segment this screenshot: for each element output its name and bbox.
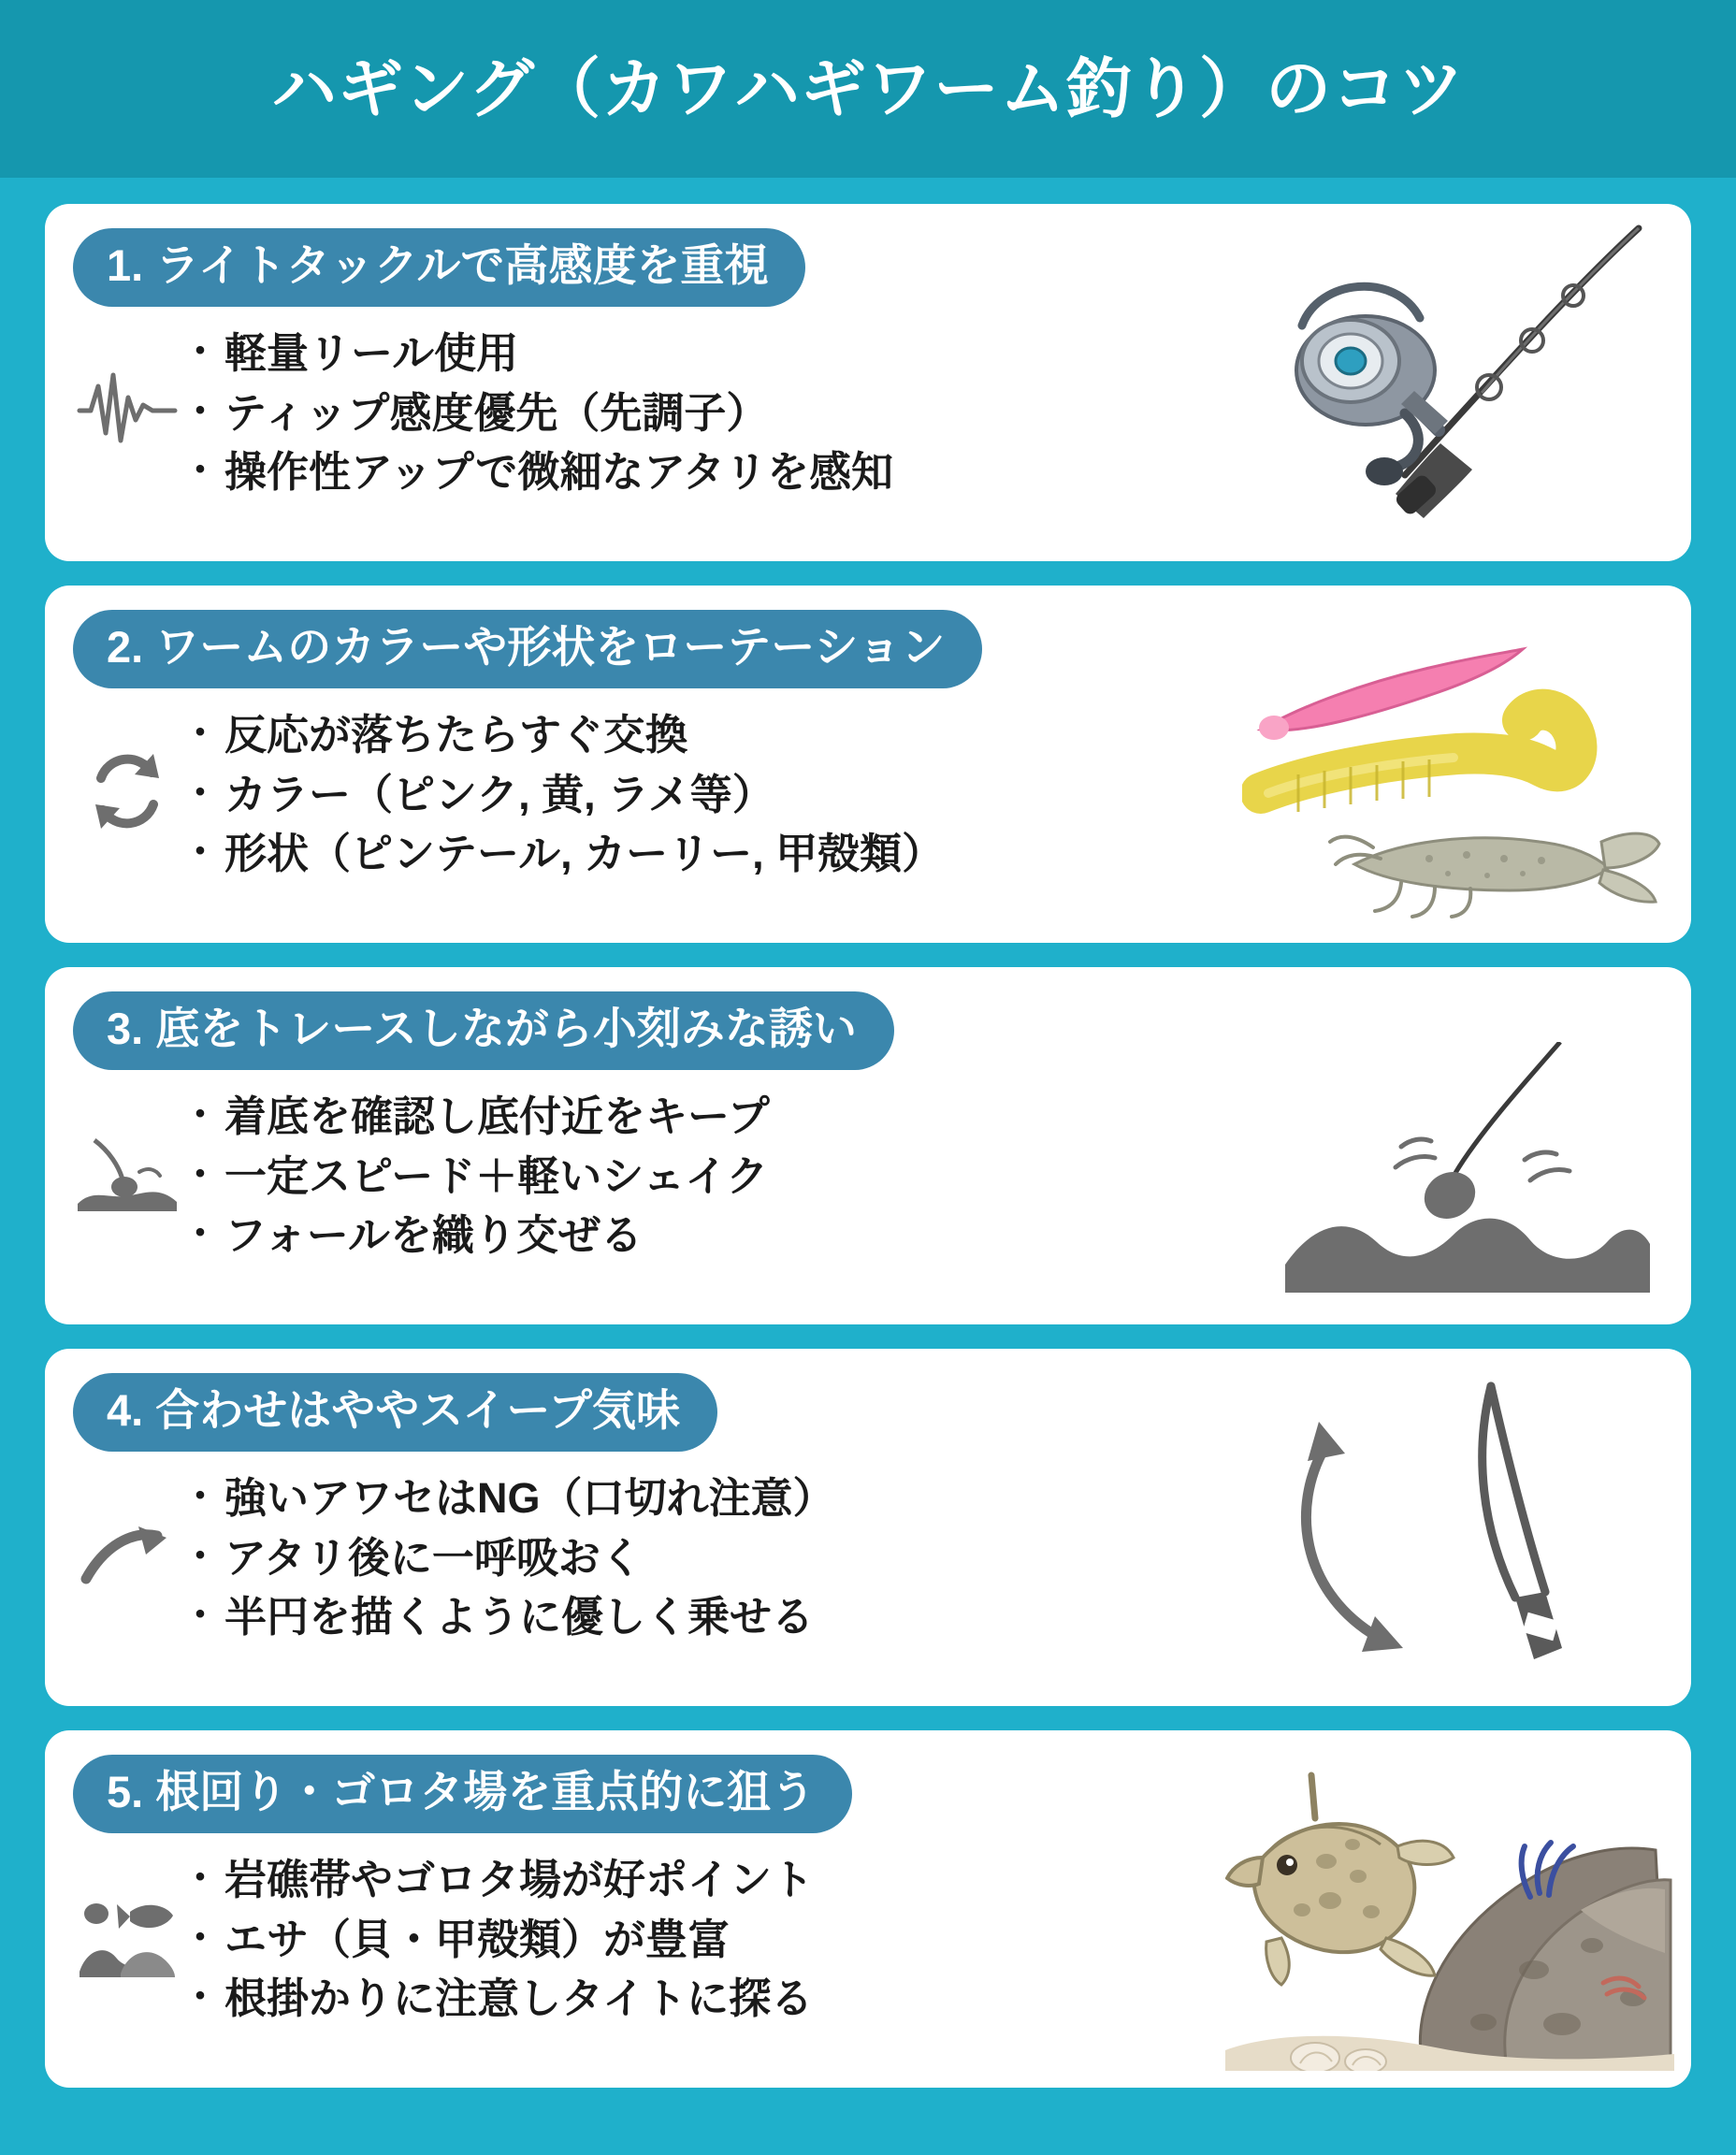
- card-3-heading: 3. 底をトレースしながら小刻みな誘い: [73, 991, 894, 1070]
- tip-card-1: [45, 204, 1691, 561]
- card-2-bullets: [181, 705, 944, 885]
- bullet-text: 半円を描くように優しく乗せる: [224, 1593, 815, 1642]
- card-1-heading: 1. ライトタックルで高感度を重視: [73, 228, 805, 307]
- bullet-text: ティップ感度優先（先調子）: [224, 388, 769, 437]
- bullet-text: 根掛かりに注意しタイトに探る: [224, 1974, 814, 2023]
- card-3-body: [73, 1087, 1663, 1266]
- list-item: [181, 1910, 814, 1970]
- bullet-text: アタリ後に一呼吸おく: [224, 1533, 643, 1582]
- list-item: [181, 705, 944, 765]
- bullet-dot: ・: [181, 712, 219, 754]
- list-item: [181, 1468, 835, 1528]
- tip-card-3: [45, 967, 1691, 1324]
- bullet-dot: ・: [181, 1595, 219, 1637]
- page-title: ハギング（カワハギワーム釣り）のコツ: [271, 51, 1465, 125]
- curved-arrow-icon: [73, 1468, 181, 1627]
- bullet-dot: ・: [181, 1916, 219, 1959]
- card-5-heading: 5. 根回り・ゴロタ場を重点的に狙う: [73, 1755, 852, 1833]
- bullet-dot: ・: [181, 1153, 219, 1195]
- bullet-dot: ・: [181, 772, 219, 814]
- tip-card-2: [45, 586, 1691, 943]
- bottom-trace-icon: [73, 1087, 181, 1246]
- list-item: [181, 383, 893, 443]
- bullet-dot: ・: [181, 832, 219, 874]
- bullet-dot: ・: [181, 1093, 219, 1135]
- bullet-dot: ・: [181, 450, 219, 492]
- rocks-and-fish-icon: [73, 1850, 181, 2009]
- bullet-dot: ・: [181, 390, 219, 432]
- bullet-text: エサ（貝・甲殻類）が豊富: [224, 1915, 731, 1963]
- card-list: [0, 178, 1736, 2112]
- list-item: [181, 1528, 835, 1588]
- card-2-body: [73, 705, 1663, 885]
- waveform-icon: [73, 324, 181, 483]
- bullet-dot: ・: [181, 1535, 219, 1577]
- list-item: [181, 1969, 814, 2029]
- card-1-body: [73, 324, 1663, 503]
- list-item: [181, 1587, 835, 1647]
- card-3-bullets: [181, 1087, 770, 1266]
- bullet-text: 着底を確認し底付近をキープ: [224, 1092, 770, 1140]
- list-item: [181, 765, 944, 825]
- bullet-text: 強いアワセはNG（口切れ注意）: [224, 1473, 835, 1522]
- header-bar: [0, 0, 1736, 178]
- bullet-dot: ・: [181, 1857, 219, 1899]
- list-item: [181, 324, 893, 383]
- bullet-text: 岩礁帯やゴロタ場が好ポイント: [224, 1855, 815, 1903]
- list-item: [181, 824, 944, 884]
- bullet-text: 一定スピード＋軽いシェイク: [224, 1151, 769, 1200]
- card-4-body: [73, 1468, 1663, 1648]
- card-5-body: [73, 1850, 1663, 2030]
- card-4-heading: 4. 合わせはややスイープ気味: [73, 1373, 717, 1452]
- bullet-text: フォールを織り交ぜる: [224, 1211, 643, 1260]
- bullet-dot: ・: [181, 330, 219, 372]
- card-2-heading: 2. ワームのカラーや形状をローテーション: [73, 610, 982, 688]
- list-item: [181, 1206, 770, 1266]
- tip-card-4: [45, 1349, 1691, 1706]
- bullet-dot: ・: [181, 1976, 219, 2018]
- bullet-text: カラー（ピンク, 黄, ラメ等）: [224, 770, 774, 818]
- list-item: [181, 442, 893, 502]
- bullet-text: 操作性アップで微細なアタリを感知: [224, 448, 894, 497]
- card-1-bullets: [181, 324, 893, 503]
- bullet-dot: ・: [181, 1475, 219, 1517]
- list-item: [181, 1147, 770, 1207]
- bullet-text: 軽量リール使用: [224, 328, 519, 377]
- card-5-bullets: [181, 1850, 814, 2030]
- bullet-text: 反応が落ちたらすぐ交換: [224, 710, 688, 759]
- card-4-bullets: [181, 1468, 835, 1648]
- bullet-text: 形状（ピンテール, カーリー, 甲殻類）: [224, 830, 945, 878]
- list-item: [181, 1850, 814, 1910]
- rotation-arrows-icon: [73, 705, 181, 864]
- tip-card-5: [45, 1730, 1691, 2088]
- list-item: [181, 1087, 770, 1147]
- bullet-dot: ・: [181, 1213, 219, 1255]
